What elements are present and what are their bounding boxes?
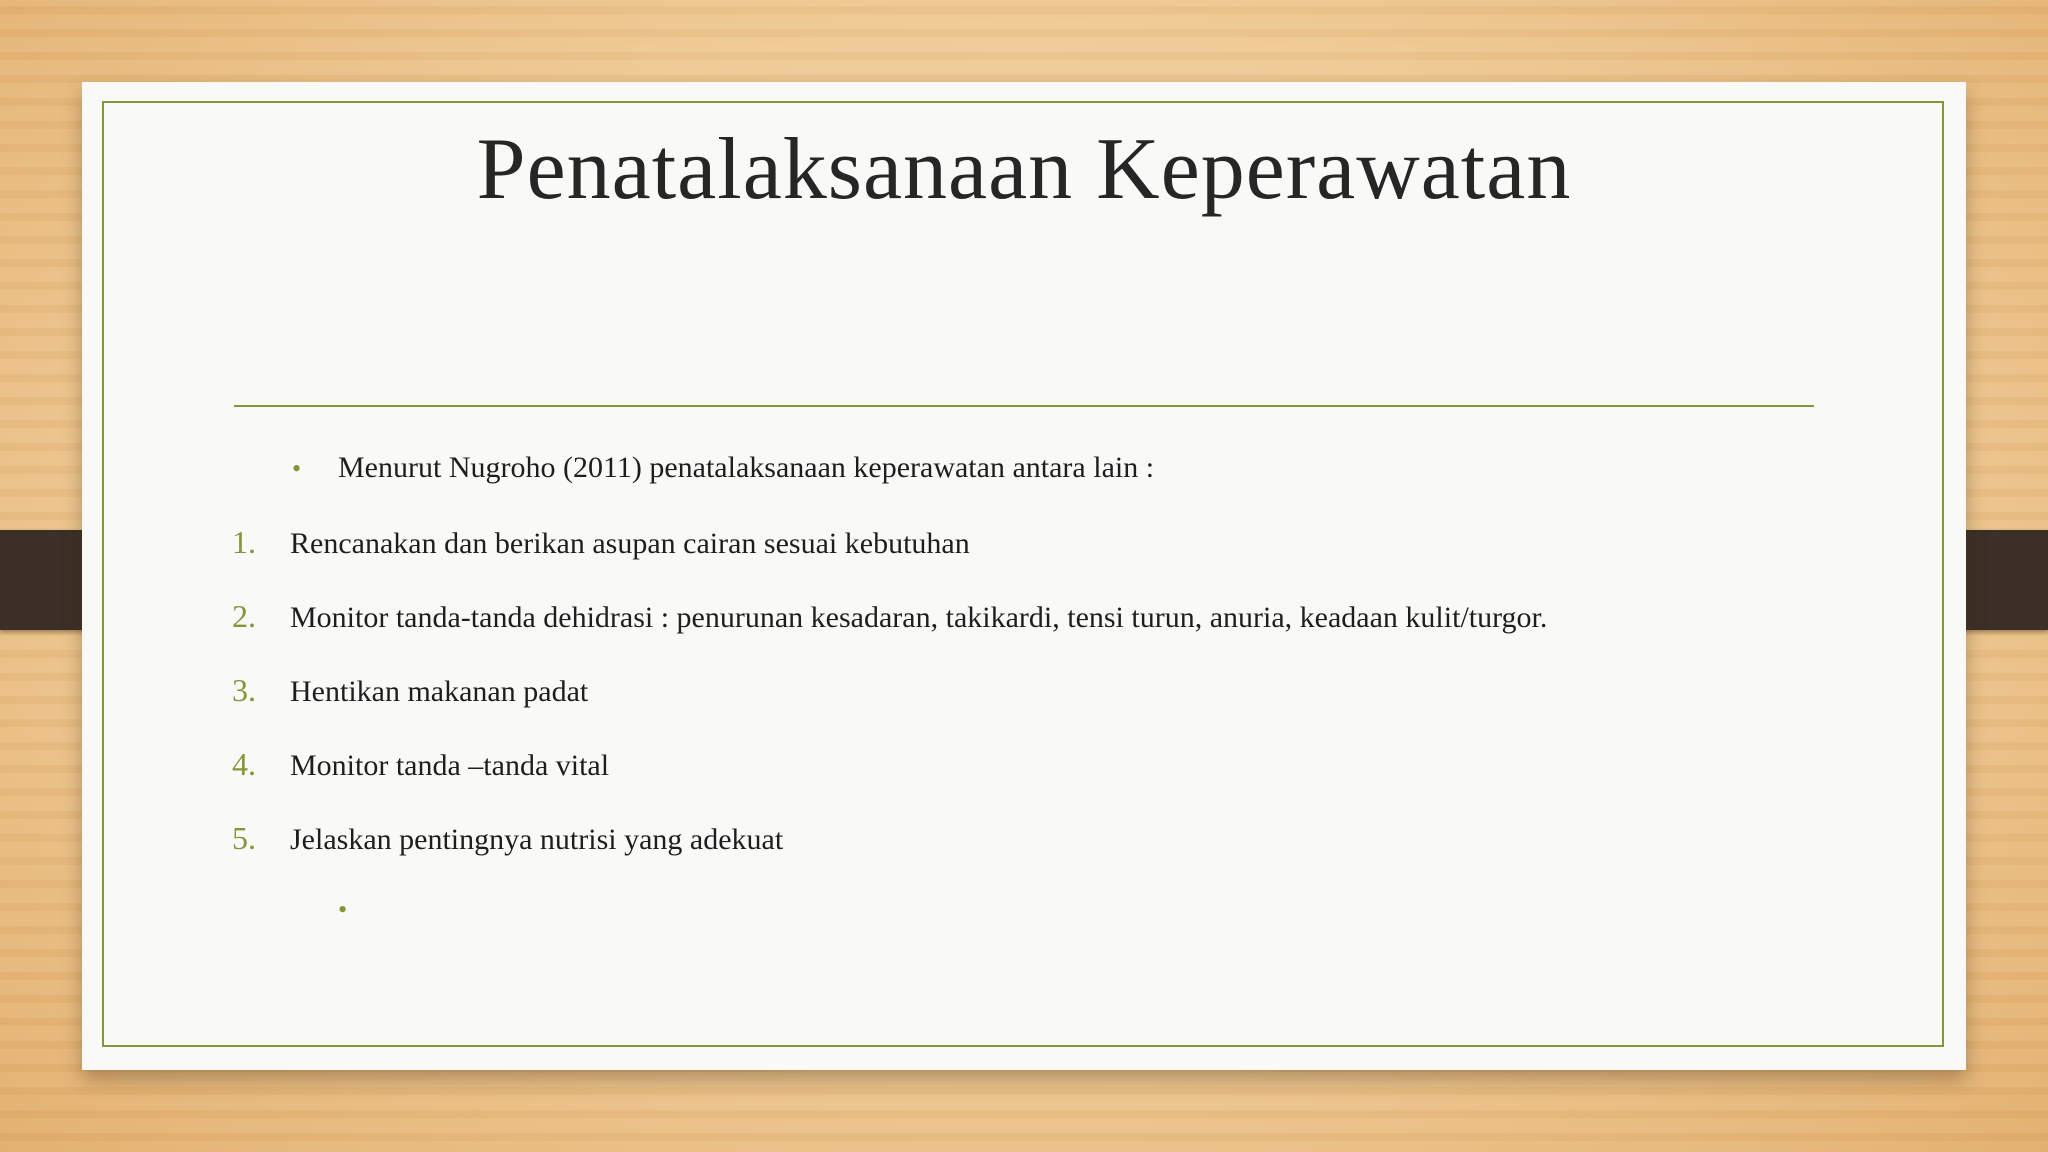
list-number: 4. <box>232 746 256 782</box>
list-number: 2. <box>232 598 256 634</box>
numbered-list <box>232 522 1547 892</box>
intro-bullet-item <box>292 448 1154 489</box>
list-item <box>232 818 1547 892</box>
list-number: 1. <box>232 524 256 560</box>
list-number: 5. <box>232 820 256 856</box>
list-item-text: Jelaskan pentingnya nutrisi yang adekuat <box>290 823 784 856</box>
slide-title: Penatalaksanaan Keperawatan <box>476 121 1572 218</box>
list-item-text: Rencanakan dan berikan asupan cairan sesuai kebutuhan <box>290 527 970 560</box>
intro-text: Menurut Nugroho (2011) penatalaksanaan keperawatan antara lain : <box>338 451 1155 484</box>
list-number: 3. <box>232 672 256 708</box>
empty-bullet-icon: • <box>338 895 348 924</box>
title-divider <box>234 405 1814 407</box>
list-item-text: Monitor tanda-tanda dehidrasi : penurunan kesadaran, takikardi, tensi turun, anuria, keadaan kulit/turgor. <box>290 601 1548 634</box>
list-item-text: Hentikan makanan padat <box>290 675 589 708</box>
list-item-text: Monitor tanda –tanda vital <box>290 749 610 782</box>
list-item <box>232 596 1547 670</box>
bullet-icon: • <box>292 454 302 483</box>
list-item <box>232 670 1547 744</box>
list-item <box>232 744 1547 818</box>
list-item <box>232 522 1547 596</box>
